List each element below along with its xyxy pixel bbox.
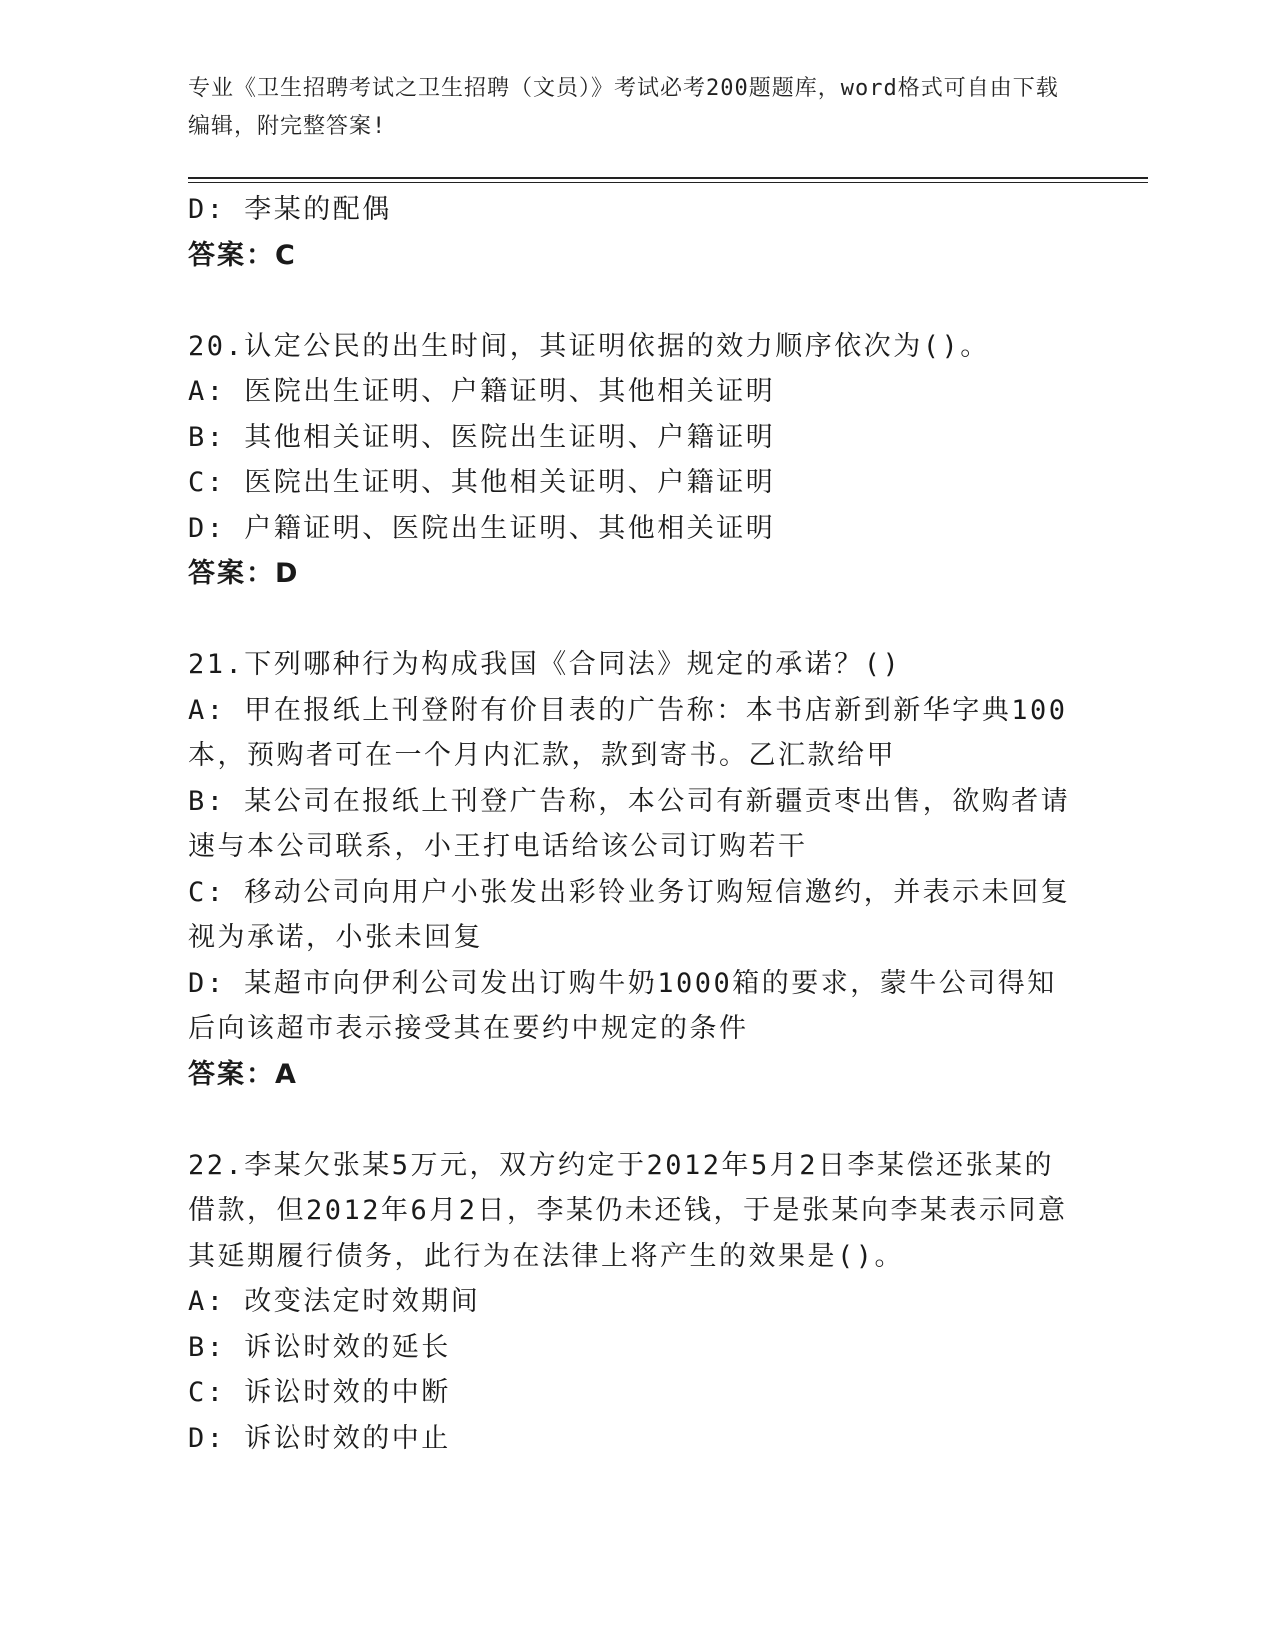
answer: 答案：D	[188, 558, 300, 589]
question-stem: 21.下列哪种行为构成我国《合同法》规定的承诺？()	[188, 649, 902, 680]
option-d: D: 李某的配偶	[188, 194, 392, 225]
option-d: D: 诉讼时效的中止	[188, 1422, 451, 1454]
page-header: 专业《卫生招聘考试之卫生招聘（文员）》考试必考200题题库，word格式可自由下载编辑，附完整答案!	[188, 76, 1059, 139]
answer: 答案：A	[188, 1058, 298, 1090]
option-a: A: 改变法定时效期间	[188, 1286, 481, 1317]
option-c: C: 移动公司向用户小张发出彩铃业务订购短信邀约，并表示未回复视为承诺，小张未回复	[188, 876, 1071, 953]
option-c: C: 医院出生证明、其他相关证明、户籍证明	[188, 467, 776, 498]
option-d: D: 户籍证明、医院出生证明、其他相关证明	[188, 512, 776, 544]
question-20	[188, 324, 1078, 597]
question-21	[188, 642, 1078, 1097]
document-body	[188, 187, 1078, 1461]
option-d: D: 某超市向伊利公司发出订购牛奶1000箱的要求，蒙牛公司得知后向该超市表示接受其在要约中规定的条件	[188, 967, 1057, 1044]
header-divider	[188, 177, 1148, 179]
question-22	[188, 1143, 1078, 1462]
question-stem: 20.认定公民的出生时间，其证明依据的效力顺序依次为()。	[188, 330, 990, 362]
header-divider-thin	[188, 182, 1148, 183]
question-19-tail	[188, 187, 1078, 278]
option-b: B: 某公司在报纸上刊登广告称，本公司有新疆贡枣出售，欲购者请速与本公司联系，小王打电话给该公司订购若干	[188, 785, 1071, 862]
question-stem: 22.李某欠张某5万元，双方约定于2012年5月2日李某偿还张某的借款，但2012年6月2日，李某仍未还钱，于是张某向李某表示同意其延期履行债务，此行为在法律上将产生的效果是()。	[188, 1149, 1068, 1272]
option-a: A: 医院出生证明、户籍证明、其他相关证明	[188, 376, 776, 407]
option-b: B: 其他相关证明、医院出生证明、户籍证明	[188, 421, 776, 453]
answer: 答案：C	[188, 239, 297, 271]
option-b: B: 诉讼时效的延长	[188, 1331, 451, 1363]
option-a: A: 甲在报纸上刊登附有价目表的广告称：本书店新到新华字典100本，预购者可在一个月内汇款，款到寄书。乙汇款给甲	[188, 694, 1068, 771]
option-c: C: 诉讼时效的中断	[188, 1377, 451, 1408]
